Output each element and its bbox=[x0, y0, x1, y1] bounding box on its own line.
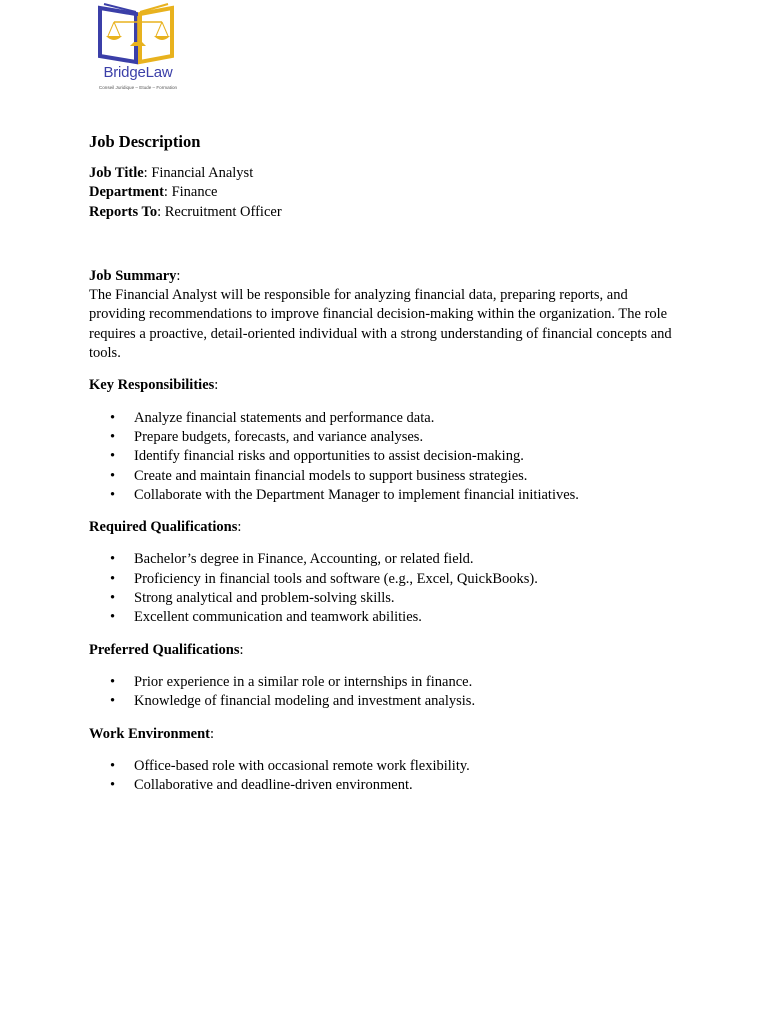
field-value: Finance bbox=[167, 184, 218, 201]
list-item-text: Prepare budgets, forecasts, and variance analyses. bbox=[134, 428, 424, 445]
bridgelaw-logo bbox=[80, 2, 196, 96]
section-heading-separator: : bbox=[237, 519, 242, 536]
list-item-text: Identify financial risks and opportunities to assist decision-making. bbox=[134, 448, 524, 465]
bullet-list bbox=[89, 757, 679, 796]
logo-name-part1: Bridge bbox=[103, 64, 146, 81]
list-item bbox=[89, 757, 679, 776]
section-heading-separator: : bbox=[176, 267, 181, 284]
section-heading-label: Key Responsibilities bbox=[89, 377, 215, 394]
list-item bbox=[89, 550, 679, 569]
reports-to-field bbox=[89, 203, 679, 222]
bullet-icon: • bbox=[110, 448, 116, 465]
bullet-list bbox=[89, 673, 679, 712]
list-item-text: Strong analytical and problem-solving skills. bbox=[134, 590, 395, 607]
list-item bbox=[89, 692, 679, 711]
section-heading-label: Job Summary bbox=[89, 267, 177, 284]
logo-tagline: Conseil Juridique – Etude – Formation bbox=[98, 85, 178, 90]
section-heading-separator: : bbox=[209, 725, 215, 742]
section-heading-label: Preferred Qualifications bbox=[89, 641, 240, 658]
section-heading bbox=[89, 518, 679, 537]
field-label: Reports To bbox=[89, 203, 158, 220]
bullet-icon: • bbox=[110, 609, 116, 626]
bullet-icon: • bbox=[110, 673, 116, 690]
logo-name-part2: Law bbox=[145, 64, 173, 81]
bullet-icon: • bbox=[110, 551, 116, 568]
section-heading bbox=[89, 641, 679, 660]
document-title: Job Description bbox=[89, 132, 201, 151]
bullet-icon: • bbox=[110, 467, 116, 484]
work-environment-section bbox=[89, 725, 679, 796]
section-heading bbox=[89, 376, 679, 395]
logo-wordmark bbox=[80, 64, 196, 82]
open-book-scales-icon bbox=[80, 2, 196, 66]
field-label: Job Title bbox=[89, 165, 144, 181]
section-heading-separator: : bbox=[214, 377, 219, 394]
list-item-text: Prior experience in a similar role or internships in finance. bbox=[134, 673, 473, 690]
list-item-text: Collaborative and deadline-driven environment. bbox=[134, 777, 413, 794]
bullet-icon: • bbox=[110, 590, 116, 607]
bullet-icon: • bbox=[110, 409, 116, 426]
preferred-qualifications-section bbox=[89, 641, 679, 712]
bullet-icon: • bbox=[110, 777, 116, 794]
required-qualifications-section bbox=[89, 518, 679, 627]
list-item-text: Office-based role with occasional remote work flexibility. bbox=[134, 757, 470, 774]
list-item bbox=[89, 447, 679, 466]
section-heading-label: Work Environment bbox=[89, 725, 210, 742]
bullet-list bbox=[89, 550, 679, 627]
list-item bbox=[89, 570, 679, 589]
list-item-text: Analyze financial statements and performance data. bbox=[134, 409, 435, 426]
list-item bbox=[89, 409, 679, 428]
list-item-text: Collaborate with the Department Manager to implement financial initiatives. bbox=[134, 486, 579, 503]
list-item-text: Create and maintain financial models to support business strategies. bbox=[134, 467, 528, 484]
field-label: Department bbox=[89, 184, 164, 201]
field-value: Recruitment Officer bbox=[161, 203, 282, 220]
list-item bbox=[89, 428, 679, 447]
section-heading-label: Required Qualifications bbox=[89, 519, 238, 536]
section-heading bbox=[89, 267, 679, 286]
job-summary-section bbox=[89, 267, 679, 363]
list-item bbox=[89, 467, 679, 486]
list-item-text: Bachelor’s degree in Finance, Accounting, or related field. bbox=[134, 551, 474, 568]
section-heading-separator: : bbox=[239, 641, 244, 658]
bullet-icon: • bbox=[110, 693, 116, 710]
list-item-text: Knowledge of financial modeling and investment analysis. bbox=[134, 693, 476, 710]
job-meta-fields bbox=[89, 164, 679, 222]
field-separator: : bbox=[157, 203, 162, 220]
list-item-text: Proficiency in financial tools and software (e.g., Excel, QuickBooks). bbox=[134, 570, 538, 587]
bullet-list bbox=[89, 409, 679, 505]
bullet-icon: • bbox=[110, 428, 116, 445]
list-item bbox=[89, 673, 679, 692]
bullet-icon: • bbox=[110, 570, 116, 587]
job-title-field bbox=[89, 164, 679, 183]
section-heading bbox=[89, 725, 679, 744]
job-description-document bbox=[89, 131, 679, 808]
department-field bbox=[89, 183, 679, 202]
list-item bbox=[89, 776, 679, 795]
field-separator: : bbox=[143, 165, 148, 181]
bullet-icon: • bbox=[110, 486, 116, 503]
list-item-text: Excellent communication and teamwork abilities. bbox=[134, 609, 422, 626]
bullet-icon: • bbox=[110, 757, 116, 774]
list-item bbox=[89, 608, 679, 627]
job-summary-text: The Financial Analyst will be responsible for analyzing financial data, preparing reports, and providing recommendations to improve financial decision-making within the organization. The role requires a proactive, detail-oriented individual with a strong understanding of financial concepts and tools. bbox=[89, 287, 672, 362]
list-item bbox=[89, 589, 679, 608]
field-value: Financial Analyst bbox=[147, 165, 254, 181]
key-responsibilities-section bbox=[89, 376, 679, 505]
field-separator: : bbox=[163, 184, 168, 201]
list-item bbox=[89, 486, 679, 505]
